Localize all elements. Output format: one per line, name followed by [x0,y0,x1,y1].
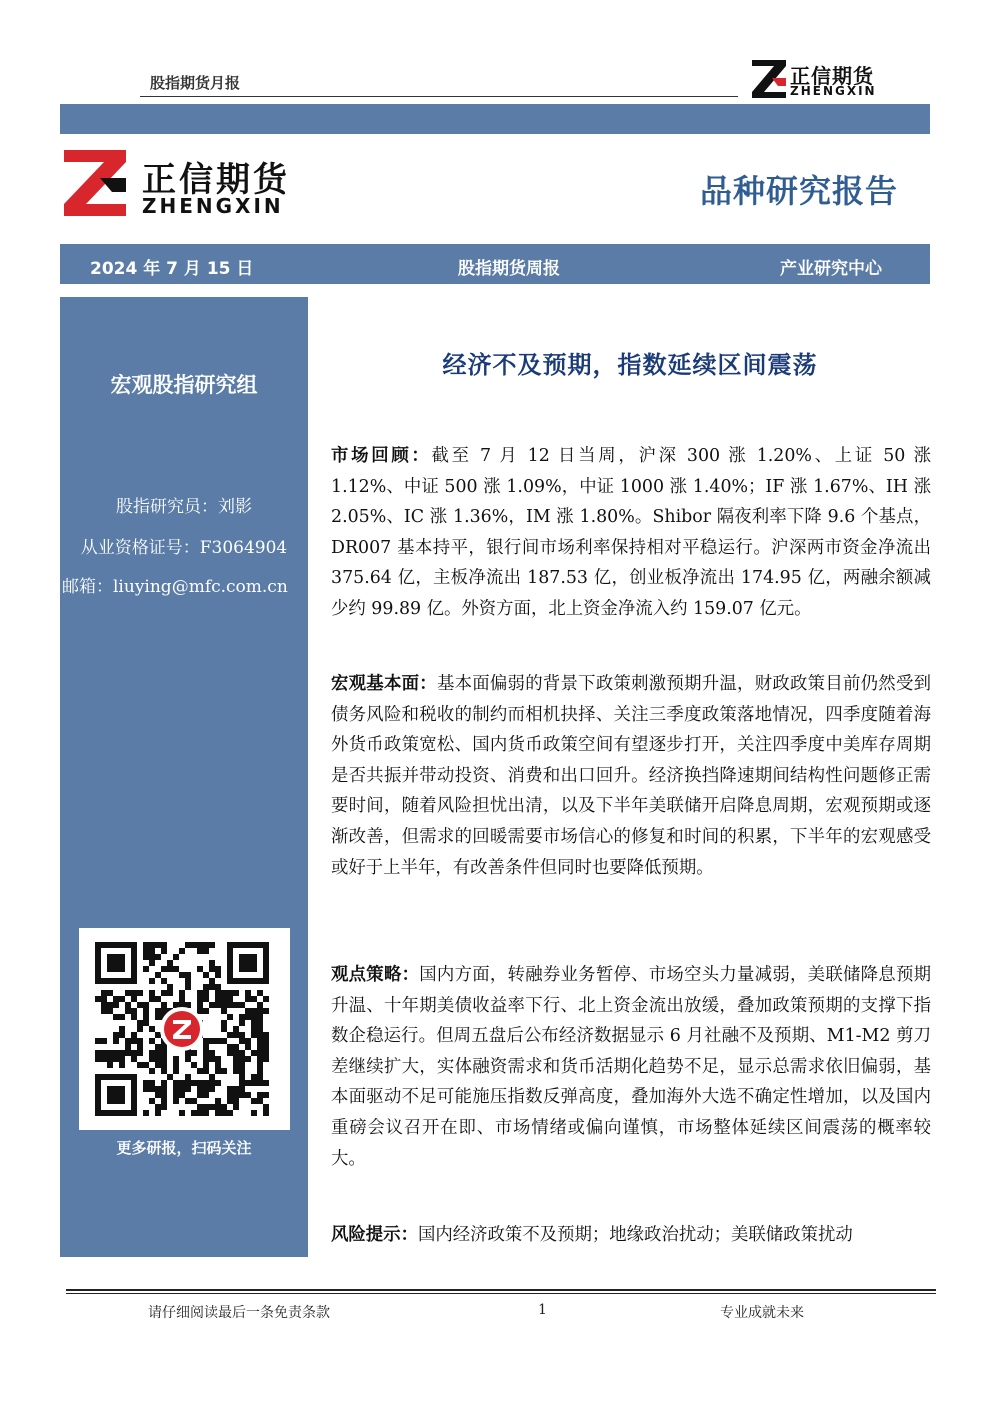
footer-slogan: 专业成就未来 [720,1305,804,1321]
qr-code[interactable] [79,928,290,1130]
series-label: 股指期货月报 [150,74,241,92]
brand-en: ZHENGXIN [142,194,284,218]
zhengxin-logo-icon [752,60,786,98]
brand-cn: 正信期货 [142,160,290,200]
report-title: 经济不及预期，指数延续区间震荡 [442,351,818,379]
department: 产业研究中心 [780,259,882,279]
report-date: 2024 年 7 月 15 日 [90,259,254,279]
qr-caption: 更多研报，扫码关注 [116,1139,252,1157]
section-heading: 观点策略： [331,965,420,985]
main-logo [64,150,314,220]
section-market-review [331,441,931,625]
qr-code-icon [79,928,290,1130]
page-number: 1 [538,1302,547,1318]
section-heading: 风险提示： [331,1225,418,1245]
footer-rule-thin [66,1293,936,1294]
section-text: 国内方面，转融券业务暂停、市场空头力量减弱，美联储降息预期升温、十年期美债收益率下行、北上资金流出放缓，叠加政策预期的支撑下指数企稳运行。但周五盘后公布经济数据显示 6 月社融不及预期、M1-M2 剪刀差继续扩大，实体融资需求和货币活期化趋势不足，显示总需求依旧偏弱，基本面驱动不足可能施压指数反弹高度，叠加海外大选不确定性增加，以及国内重磅会议召开在即、市场情绪或偏向谨慎，市场整体延续区间震荡的概率较大。 [331,965,931,1169]
section-heading: 市场回顾： [331,446,432,466]
email: 邮箱：liuying@mfc.com.cn [62,577,288,597]
research-group: 宏观股指研究组 [110,373,258,397]
section-text: 截至 7 月 12 日当周，沪深 300 涨 1.20%、上证 50 涨 1.12%、中证 500 涨 1.09%，中证 1000 涨 1.40%；IF 涨 1.67%、IH 涨 2.05%、IC 涨 1.36%，IM 涨 1.80%。Shibor 隔夜利率下降 9.6 个基点，DR007 基本持平，银行间市场利率保持相对平稳运行。沪深两市资金净流出 375.64 亿，主板净流出 187.53 亿，创业板净流出 174.95 亿，两融余额减少约 99.89 亿。外资方面，北上资金净流入约 159.07 亿元。 [331,446,931,619]
section-risk [331,1220,931,1251]
info-bar [60,244,930,284]
zhengxin-logo-icon [64,150,128,216]
footer-rule [66,1289,936,1291]
section-heading: 宏观基本面： [331,674,437,694]
header-band [60,104,930,134]
header-brand-en: ZHENGXIN [790,84,877,98]
section-text: 国内经济政策不及预期；地缘政治扰动；美联储政策扰动 [417,1225,853,1245]
header-brand-cn: 正信期货 [790,64,874,88]
analyst-name: 股指研究员：刘影 [116,497,252,517]
section-strategy [331,960,931,1174]
section-macro [331,669,931,883]
section-text: 基本面偏弱的背景下政策刺激预期升温，财政政策目前仍然受到债务风险和税收的制约而相机抉择、关注三季度政策落地情况，四季度随着海外货币政策宽松、国内货币政策空间有望逐步打开，关注四季度中美库存周期是否共振并带动投资、消费和出口回升。经济换挡降速期间结构性问题修正需要时间，随着风险担忧出清，以及下半年美联储开启降息周期，宏观预期或逐渐改善，但需求的回暖需要市场信心的修复和时间的积累，下半年的宏观感受或好于上半年，有改善条件但同时也要降低预期。 [331,674,931,878]
sidebar [60,297,308,1257]
report-type: 品种研究报告 [700,172,899,210]
footer-disclaimer: 请仔细阅读最后一条免责条款 [148,1305,330,1321]
header-logo [752,60,902,100]
report-name: 股指期货周报 [458,259,560,279]
license-number: 从业资格证号：F3064904 [80,538,288,558]
header-rule [140,96,738,97]
